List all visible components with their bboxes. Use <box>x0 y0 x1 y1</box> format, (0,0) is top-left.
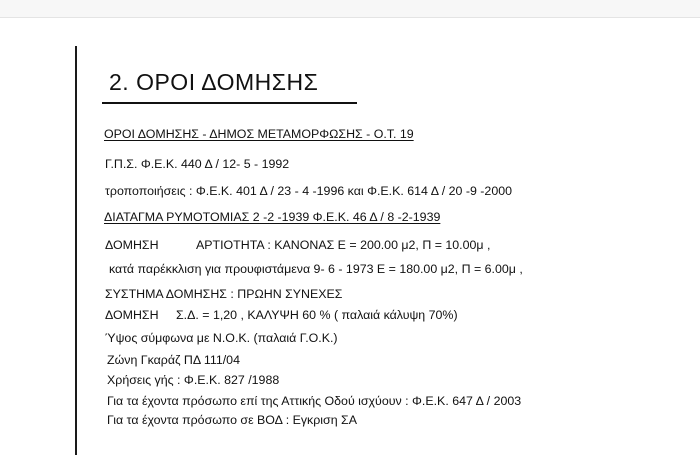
domisi-value: ΑΡΤΙΟΤΗΤΑ : ΚΑΝΟΝΑΣ Ε = 200.00 μ2, Π = 10.00μ , <box>196 238 491 252</box>
height-line: Ύψος σύμφωνα με Ν.Ο.Κ. (παλαιά Γ.Ο.Κ.) <box>105 331 338 345</box>
top-bar <box>0 0 700 18</box>
section-title: 2. ΟΡΟΙ ΔΟΜΗΣΗΣ <box>109 69 319 95</box>
decree-line: ΔΙΑΤΑΓΜΑ ΡΥΜΟΤΟΜΙΑΣ 2 -2 -1939 Φ.Ε.Κ. 46 Δ / 8 -2-1939 <box>104 210 441 224</box>
domisi-label: ΔΟΜΗΣΗ <box>105 238 159 252</box>
vod-frontage-line: Για τα έχοντα πρόσωπο σε ΒΟΔ : Εγκριση ΣΑ <box>107 413 357 427</box>
coverage-row <box>105 308 585 323</box>
exception-line: κατά παρέκκλιση για προυφιστάμενα 9- 6 - 1973 Ε = 180.00 μ2, Π = 6.00μ , <box>109 262 523 276</box>
land-use-line: Χρήσεις γής : Φ.Ε.Κ. 827 /1988 <box>107 373 280 387</box>
domisi-row <box>105 238 605 253</box>
system-line: ΣΥΣΤΗΜΑ ΔΟΜΗΣΗΣ : ΠΡΩΗΝ ΣΥΝΕΧΕΣ <box>105 287 343 301</box>
attiki-frontage-line: Για τα έχοντα πρόσωπο επί της Αττικής Οδού ισχύουν : Φ.Ε.Κ. 647 Δ / 2003 <box>107 394 522 408</box>
amendments-line: τροποποιήσεις : Φ.Ε.Κ. 401 Δ / 23 - 4 -1996 και Φ.Ε.Κ. 614 Δ / 20 -9 -2000 <box>105 184 512 198</box>
coverage-label: ΔΟΜΗΣΗ <box>105 308 159 322</box>
title-underline <box>102 102 357 104</box>
left-margin-rule <box>75 46 77 455</box>
gps-line: Γ.Π.Σ. Φ.Ε.Κ. 440 Δ / 12- 5 - 1992 <box>105 157 290 171</box>
coverage-value: Σ.Δ. = 1,20 , ΚΑΛΥΨΗ 60 % ( παλαιά κάλυψη 70%) <box>176 308 458 322</box>
zone-line: Ζώνη Γκαράζ ΠΔ 111/04 <box>107 353 240 367</box>
municipality-heading: ΟΡΟΙ ΔΟΜΗΣΗΣ - ΔΗΜΟΣ ΜΕΤΑΜΟΡΦΩΣΗΣ - Ο.Τ. 19 <box>104 127 414 141</box>
